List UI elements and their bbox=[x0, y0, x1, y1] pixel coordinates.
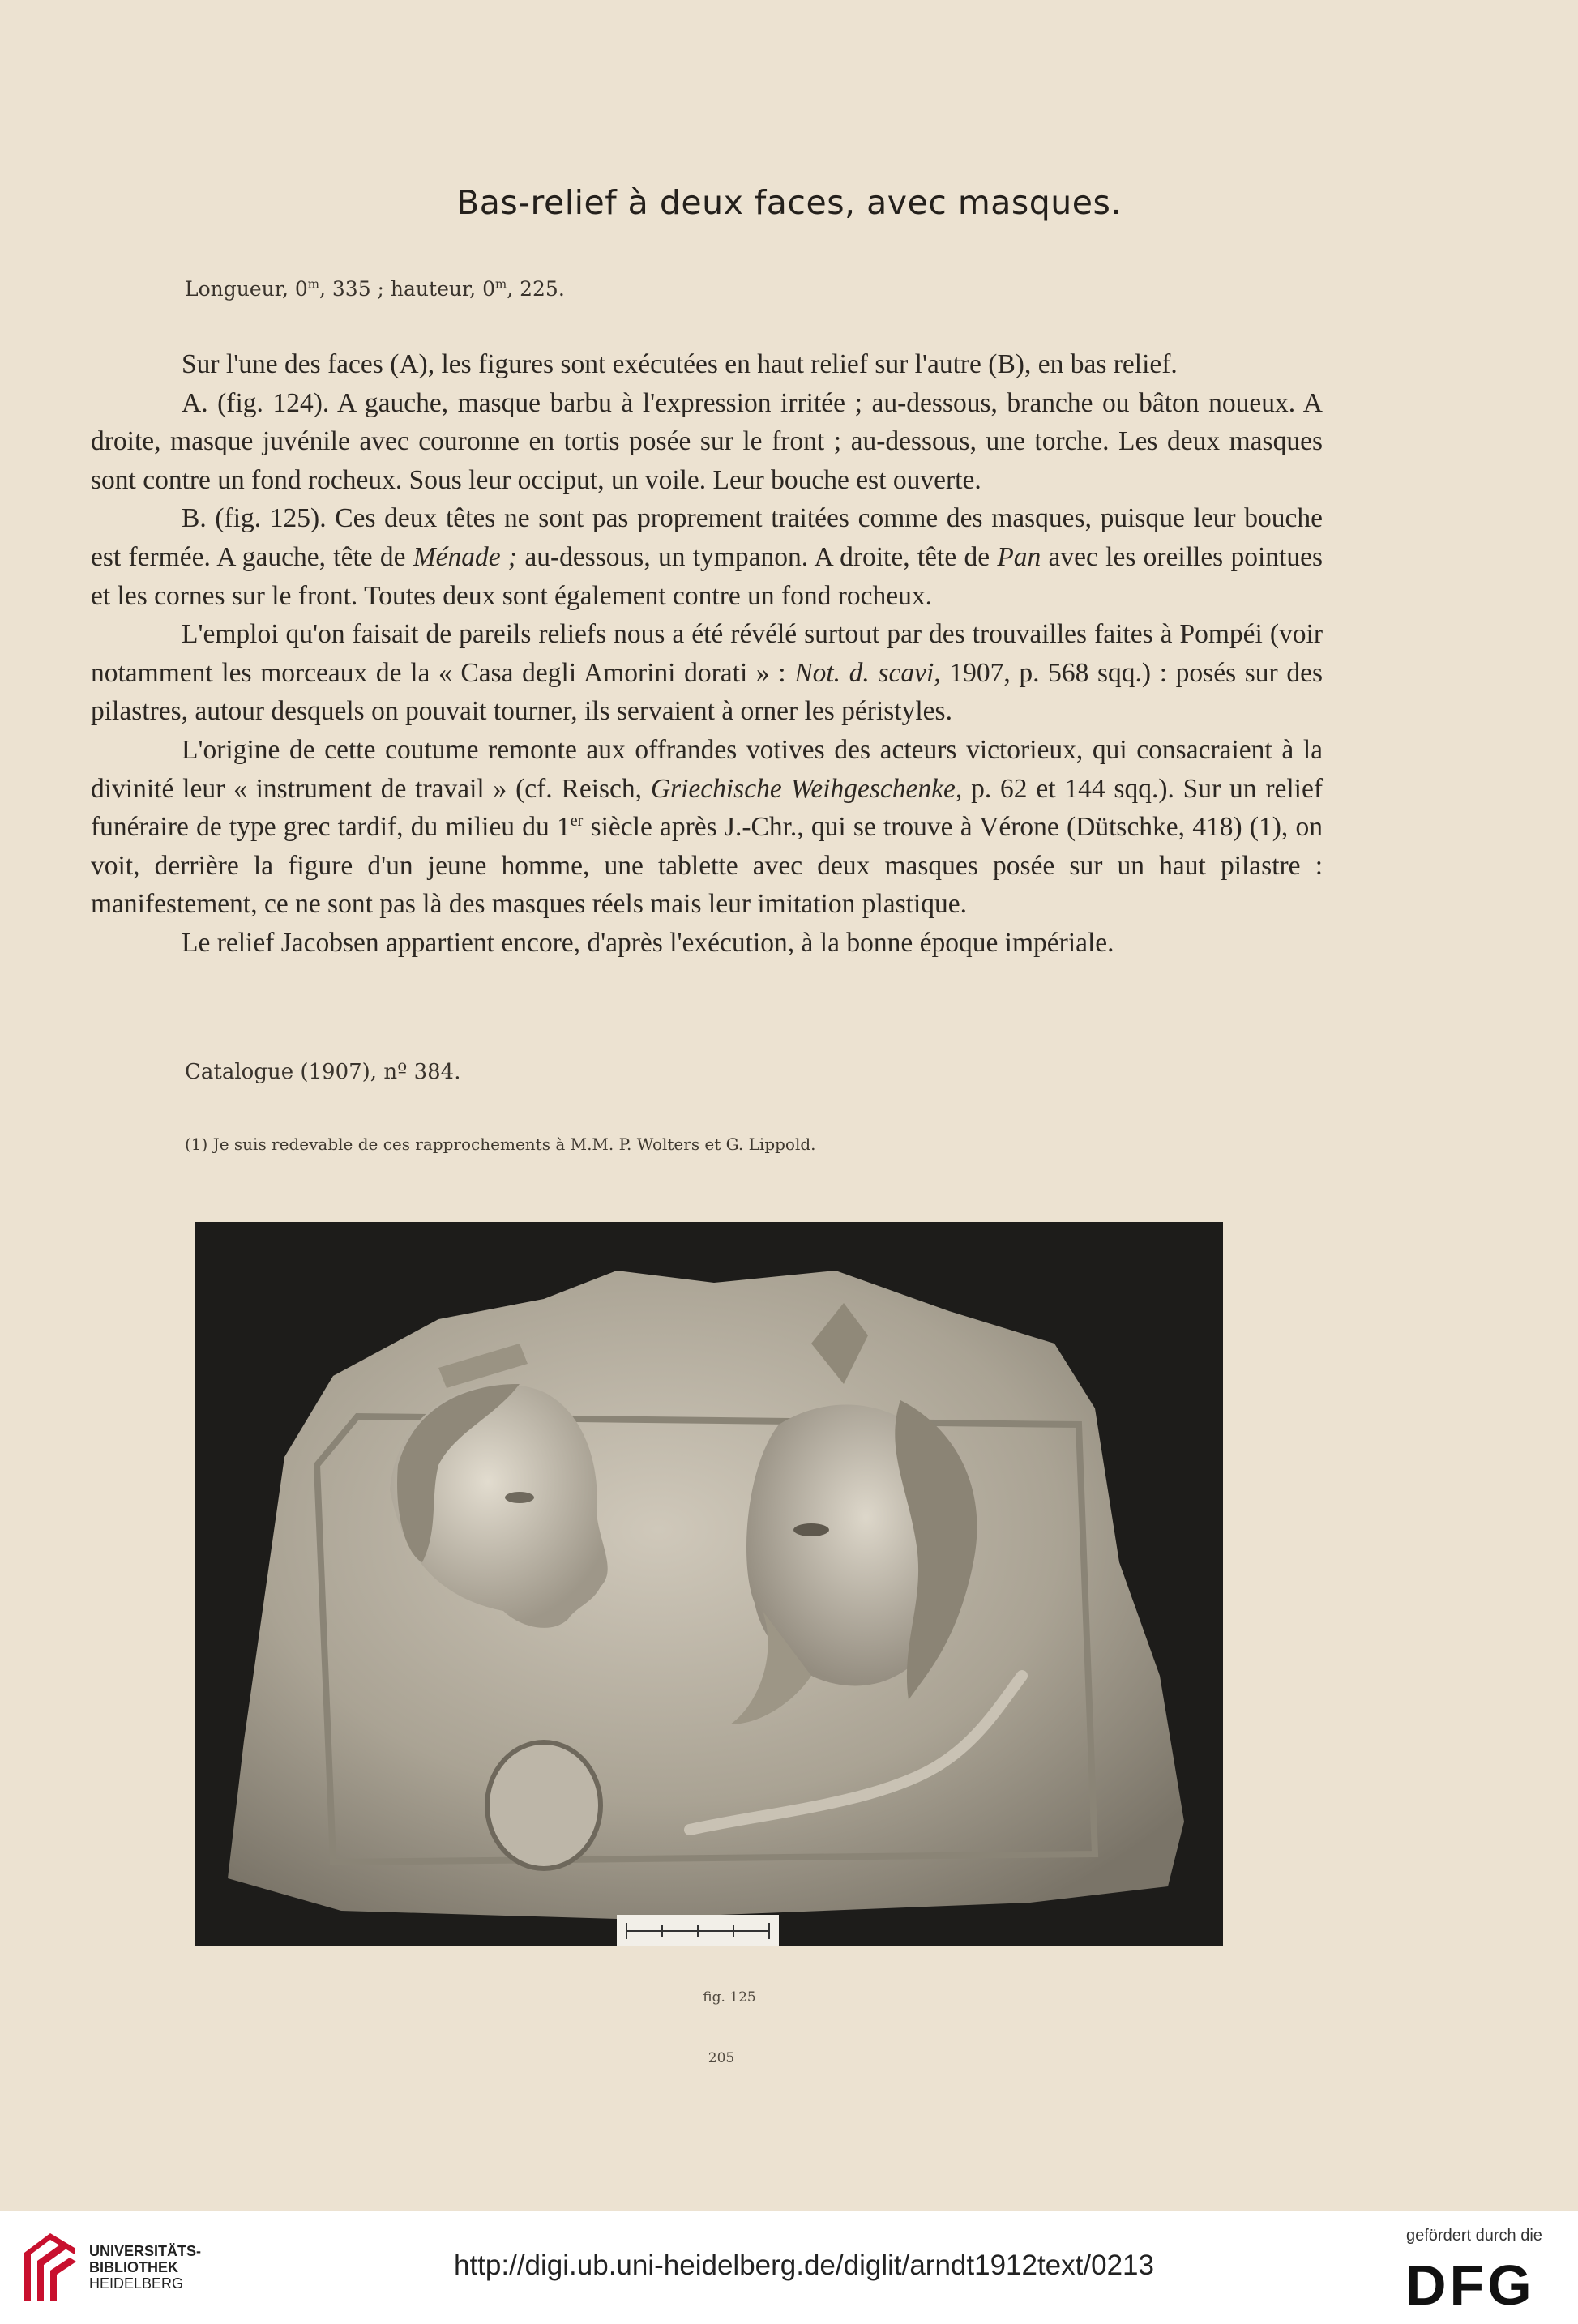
italic-reference: Griechische Weihgeschenke, bbox=[650, 773, 963, 804]
figure-caption: fig. 125 bbox=[703, 1989, 756, 2006]
permalink-url[interactable]: http://digi.ub.uni-heidelberg.de/diglit/arndt1912text/0213 bbox=[454, 2249, 1154, 2281]
page-title: Bas-relief à deux faces, avec masques. bbox=[456, 183, 1122, 222]
paragraph-face-b-text: B. (fig. 125). Ces deux têtes ne sont pas proprement traitées comme des masques, puisque leur bouche est fermée. A gauche, tête de bbox=[91, 503, 1323, 572]
dimensions-line bbox=[185, 277, 565, 301]
paragraph-usage-text: L'emploi qu'on faisait de pareils reliefs nous a été révélé surtout par des trouvailles faites à Pompéi (voir notamment les morceaux de la « Casa degli Amorini dorati » : bbox=[91, 619, 1323, 688]
dimensions-height-label: , 335 ; hauteur, 0 bbox=[319, 277, 495, 301]
catalogue-reference: Catalogue (1907), nº 384. bbox=[185, 1060, 461, 1084]
funded-by-label: gefördert durch die bbox=[1406, 2227, 1542, 2245]
dimensions-length-label: Longueur, 0 bbox=[185, 277, 308, 301]
paragraph-usage-text: 1907, p. 568 sqq.) : posés sur des pilastres, autour desquels on pouvait tourner, ils servaient à orner les péristyles. bbox=[91, 657, 1323, 727]
library-name-line: HEIDELBERG bbox=[89, 2275, 184, 2292]
paragraph-faces: Sur l'une des faces (A), les figures sont exécutées en haut relief sur l'autre (B), en bas relief. bbox=[182, 349, 1178, 379]
paragraph-face-a: A. (fig. 124). A gauche, masque barbu à l'expression irritée ; au-dessous, branche ou bâton noueux. A droite, masque juvénile avec couronne en tortis posée sur le front ; au-dessous, une torche. Les deux masques sont contre un fond rocheux. Sous leur occiput, un voile. Leur bouche est ouverte. bbox=[91, 387, 1323, 495]
digitization-footer bbox=[0, 2211, 1578, 2324]
century-superscript: er bbox=[570, 811, 584, 830]
paragraph-origin bbox=[91, 731, 1323, 924]
page-number: 205 bbox=[708, 2050, 735, 2066]
unit-superscript: m bbox=[494, 276, 507, 292]
dimensions-height-value: , 225. bbox=[507, 277, 565, 301]
paragraph-face-b-text: au-dessous, un tympanon. A droite, tête de bbox=[517, 541, 998, 572]
body-text bbox=[91, 345, 1323, 963]
tympanon bbox=[487, 1742, 601, 1869]
italic-pan: Pan bbox=[997, 541, 1041, 572]
library-name bbox=[89, 2243, 201, 2292]
relief-illustration bbox=[195, 1222, 1223, 1946]
paragraph-face-b-text: avec les oreilles pointues et les cornes sur le front. Toutes deux sont également contre un fond rocheux. bbox=[91, 541, 1323, 611]
scale-bar bbox=[617, 1915, 779, 1946]
italic-reference: Not. d. scavi, bbox=[794, 657, 941, 688]
footnote: (1) Je suis redevable de ces rapprochements à M.M. P. Wolters et G. Lippold. bbox=[185, 1134, 816, 1154]
paragraph-dating: Le relief Jacobsen appartient encore, d'après l'exécution, à la bonne époque impériale. bbox=[182, 927, 1114, 958]
dfg-logo: DFG bbox=[1405, 2254, 1535, 2317]
library-name-line: BIBLIOTHEK bbox=[89, 2259, 178, 2275]
paragraph-origin-text: siècle après J.-Chr., qui se trouve à Vérone (Dütschke, 418) (1), on voit, derrière la figure d'un jeune homme, une tablette avec deux masques posée sur un haut pilastre : manifestement, ce ne sont pas là des masques réels mais leur imitation plastique. bbox=[91, 812, 1324, 920]
library-name-line: UNIVERSITÄTS- bbox=[89, 2243, 202, 2259]
paragraph-origin-text: L'origine de cette coutume remonte aux offrandes votives des acteurs victorieux, qui consacraient à la divinité leur « instrument de travail » (cf. Reisch, bbox=[91, 734, 1323, 804]
paragraph-origin-text: p. 62 et 144 sqq.). Sur un relief funéraire de type grec tardif, du milieu du 1 bbox=[91, 773, 1323, 843]
relief-photograph bbox=[195, 1222, 1223, 1946]
paragraph-face-b bbox=[91, 499, 1323, 615]
italic-menade: Ménade ; bbox=[413, 541, 518, 572]
paragraph-usage bbox=[91, 615, 1323, 731]
library-logo-icon bbox=[18, 2228, 84, 2306]
unit-superscript: m bbox=[307, 276, 319, 292]
